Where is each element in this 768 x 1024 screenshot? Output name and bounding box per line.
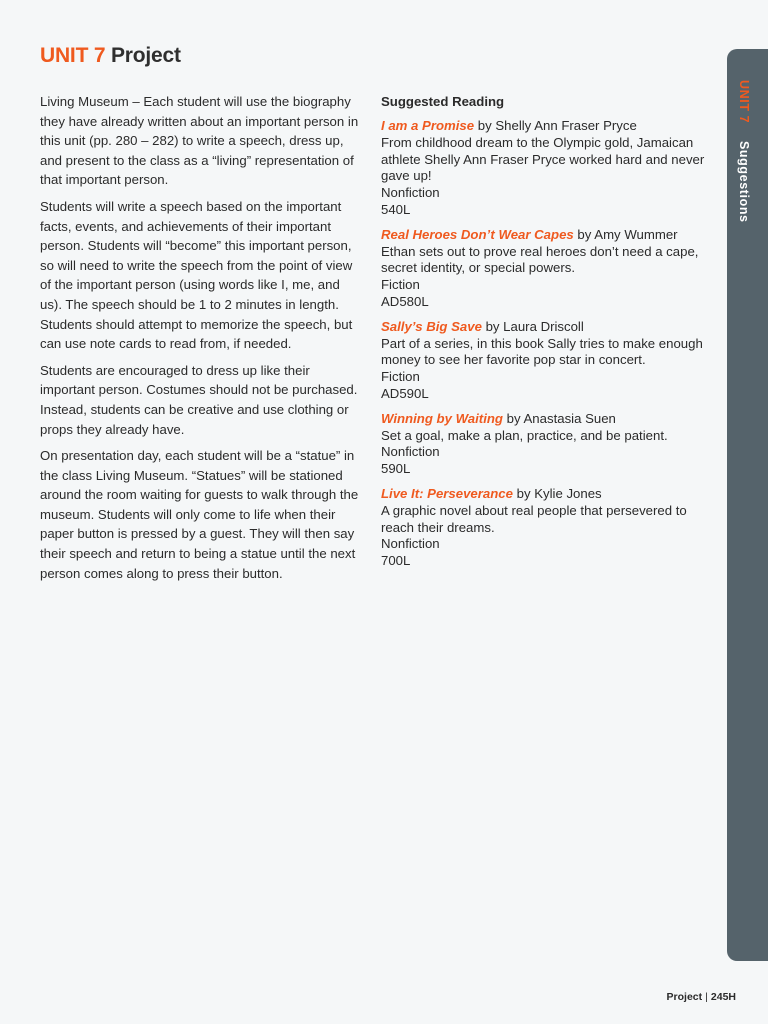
book-entry (381, 411, 709, 478)
book-entry (381, 227, 709, 311)
book-genre: Nonfiction (381, 185, 440, 201)
book-title: Real Heroes Don’t Wear Capes (381, 226, 574, 242)
book-author: by Anastasia Suen (502, 410, 616, 426)
book-title: I am a Promise (381, 118, 475, 133)
book-description: Part of a series, in this book Sally tries to make enough money to see her favorite pop star in concert. (381, 335, 703, 368)
section-tab-label (737, 80, 751, 223)
book-level: 540L (381, 201, 411, 217)
paragraph: Students are encouraged to dress up like their important person. Costumes should not be purchased. Instead, students can be creative and use clothing or props they already have. (40, 362, 358, 437)
book-genre: Fiction (381, 277, 420, 293)
book-title: Live It: Perseverance (381, 485, 513, 501)
book-entry (381, 319, 709, 403)
book-entry (381, 486, 709, 570)
page-number: 245H (710, 991, 736, 1003)
book-author: by Laura Driscoll (481, 318, 584, 334)
book-genre: Nonfiction (381, 444, 440, 460)
unit-label: UNIT 7 (40, 44, 106, 67)
footer-section: Project (666, 991, 703, 1003)
book-genre: Nonfiction (381, 536, 440, 552)
book-level: 590L (381, 461, 411, 477)
project-label: Project (110, 44, 181, 67)
footer-separator: | (705, 991, 708, 1003)
book-genre: Fiction (381, 369, 420, 385)
book-title: Sally’s Big Save (381, 318, 482, 334)
book-author: by Amy Wummer (573, 226, 678, 242)
suggested-reading (381, 93, 709, 578)
project-description (40, 92, 362, 590)
page-footer (667, 991, 736, 1003)
book-level: AD580L (381, 293, 429, 309)
section-tab-title: Suggestions (737, 141, 751, 223)
suggested-reading-heading: Suggested Reading (381, 94, 505, 109)
book-level: 700L (381, 553, 411, 569)
book-level: AD590L (381, 385, 429, 401)
book-description: From childhood dream to the Olympic gold, Jamaican athlete Shelly Ann Fraser Pryce worked hard and never gave up! (381, 134, 705, 184)
book-entry (381, 118, 709, 219)
paragraph: Students will write a speech based on the important facts, events, and achievements of their important person. Students will “become” this important person, so will need to write the speech from the point of view of the important person (using words like I, me, and us). The speech should be 1 to 2 minutes in length. Students should attempt to memorize the speech, but can use note cards to read from, if needed. (40, 198, 353, 352)
book-description: Ethan sets out to prove real heroes don’t need a cape, secret identity, or special powers. (381, 243, 699, 276)
book-description: Set a goal, make a plan, practice, and be patient. (381, 427, 668, 443)
paragraph: On presentation day, each student will be a “statue” in the class Living Museum. “Statues” will be stationed around the room waiting for guests to walk through the museum. Students will only come to life when their paper button is pressed by a guest. They will then say their speech and return to being a statue until the next person comes along to press their button. (40, 448, 359, 581)
paragraph: Living Museum – Each student will use the biography they have already written about an important person in this unit (pp. 280 – 282) to write a speech, dress up, and present to the class as a “living” representation of that important person. (40, 94, 359, 188)
book-title: Winning by Waiting (381, 410, 503, 426)
book-description: A graphic novel about real people that persevered to reach their dreams. (381, 502, 687, 535)
book-author: by Shelly Ann Fraser Pryce (474, 118, 637, 133)
page-title (40, 44, 181, 68)
section-tab-unit: UNIT 7 (737, 80, 751, 124)
book-author: by Kylie Jones (512, 485, 602, 501)
